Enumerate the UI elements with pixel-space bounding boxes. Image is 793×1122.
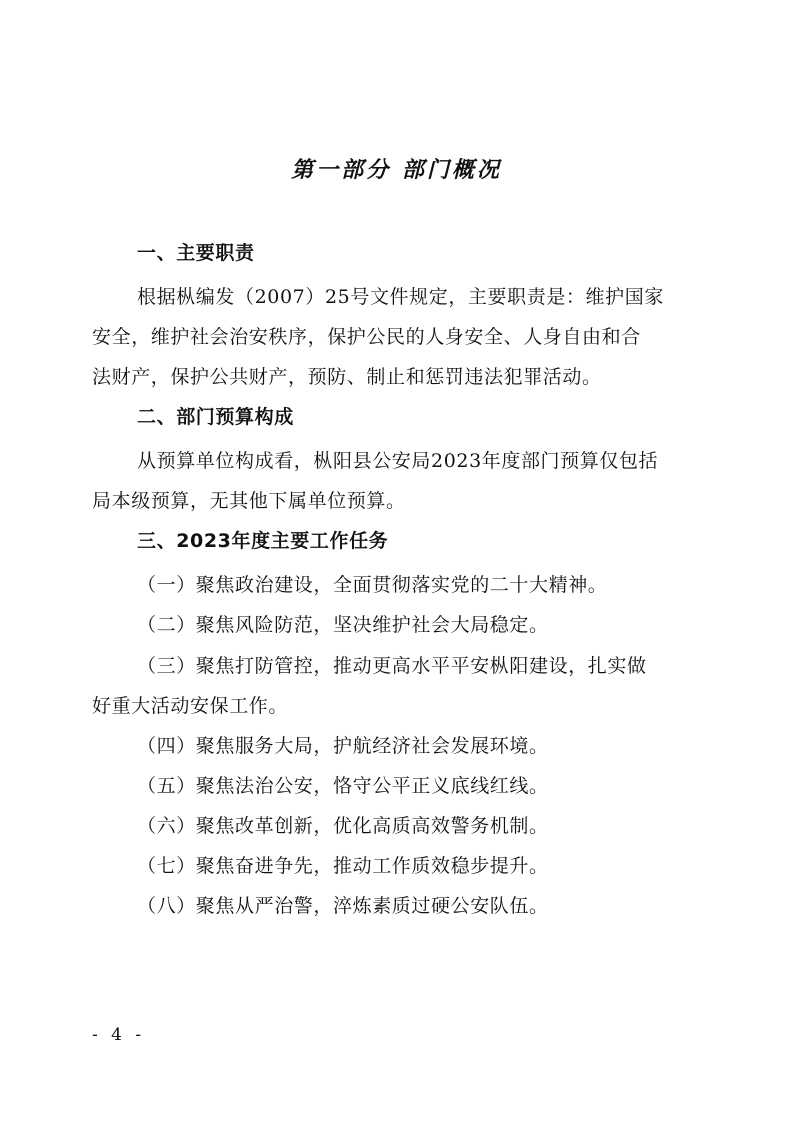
- page-title: 第一部分 部门概况: [291, 157, 502, 183]
- list-item: （二）聚焦风险防范，坚决维护社会大局稳定。: [137, 614, 549, 636]
- list-item: （六）聚焦改革创新，优化高质高效警务机制。: [137, 815, 549, 837]
- section-heading-budget-composition: 二、部门预算构成: [137, 406, 294, 428]
- section-heading-work-tasks: 三、2023年度主要工作任务: [137, 530, 389, 552]
- list-item: （五）聚焦法治公安，恪守公平正义底线红线。: [137, 775, 549, 797]
- list-item: （三）聚焦打防管控，推动更高水平平安枞阳建设，扎实做: [137, 655, 647, 677]
- section-heading-main-duties: 一、主要职责: [137, 242, 255, 264]
- list-item: （四）聚焦服务大局，护航经济社会发展环境。: [137, 735, 549, 757]
- paragraph-line: 安全，维护社会治安秩序，保护公民的人身安全、人身自由和合: [92, 326, 641, 348]
- list-item: （八）聚焦从严治警，淬炼素质过硬公安队伍。: [137, 895, 549, 917]
- list-item-continuation: 好重大活动安保工作。: [92, 695, 289, 717]
- paragraph-line: 局本级预算，无其他下属单位预算。: [92, 490, 406, 512]
- page-number: - 4 -: [92, 1025, 146, 1045]
- paragraph-line: 根据枞编发（2007）25号文件规定，主要职责是：维护国家: [137, 286, 664, 308]
- list-item: （七）聚焦奋进争先，推动工作质效稳步提升。: [137, 855, 549, 877]
- paragraph-line: 从预算单位构成看，枞阳县公安局2023年度部门预算仅包括: [137, 450, 659, 472]
- list-item: （一）聚焦政治建设，全面贯彻落实党的二十大精神。: [137, 574, 608, 596]
- paragraph-line: 法财产，保护公共财产，预防、制止和惩罚违法犯罪活动。: [92, 366, 602, 388]
